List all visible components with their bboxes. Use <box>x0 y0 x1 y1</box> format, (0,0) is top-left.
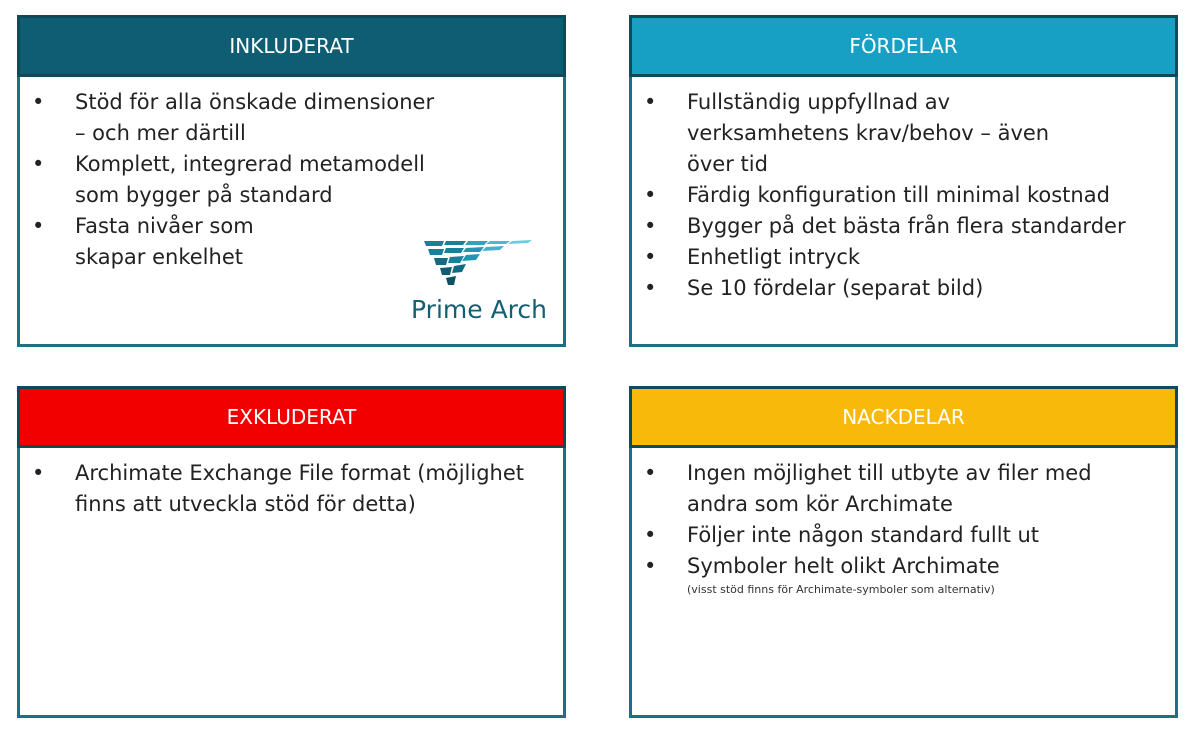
excluded-list <box>20 448 563 520</box>
list-item: • Bygger på det bästa från flera standarder <box>632 211 1155 242</box>
logo-text: Prime Arch <box>411 295 547 324</box>
list-item: • Stöd för alla önskade dimensioner – och mer därtill <box>20 87 435 149</box>
list-item: • Enhetligt intryck <box>632 242 1155 273</box>
list-item: • Archimate Exchange File format (möjlighet finns att utveckla stöd för detta) <box>20 458 545 520</box>
list-item: • Fasta nivåer som skapar enkelhet <box>20 211 315 273</box>
list-item: • Komplett, integrerad metamodell som bygger på standard <box>20 149 475 211</box>
included-header: INKLUDERAT <box>17 15 566 77</box>
advantages-header: FÖRDELAR <box>629 15 1178 77</box>
disadvantages-panel <box>629 386 1178 718</box>
excluded-header: EXKLUDERAT <box>17 386 566 448</box>
advantages-list <box>632 77 1175 304</box>
list-item <box>632 551 1155 598</box>
included-panel <box>17 15 566 347</box>
list-item: • Ingen möjlighet till utbyte av filer med andra som kör Archimate <box>632 458 1097 520</box>
list-item: • Fullständig uppfyllnad av verksamhetens krav/behov – även över tid <box>632 87 1087 180</box>
list-item-note: (visst stöd finns för Archimate-symboler som alternativ) <box>687 583 995 596</box>
list-item-text: Symboler helt olikt Archimate <box>687 554 1000 578</box>
list-item: • Se 10 fördelar (separat bild) <box>632 273 1155 304</box>
prime-arch-logo <box>411 239 547 324</box>
disadvantages-list <box>632 448 1175 598</box>
list-item: • Följer inte någon standard fullt ut <box>632 520 1155 551</box>
advantages-panel <box>629 15 1178 347</box>
grid-logo-icon <box>424 239 534 289</box>
excluded-panel <box>17 386 566 718</box>
list-item: • Färdig konfiguration till minimal kostnad <box>632 180 1155 211</box>
disadvantages-header: NACKDELAR <box>629 386 1178 448</box>
